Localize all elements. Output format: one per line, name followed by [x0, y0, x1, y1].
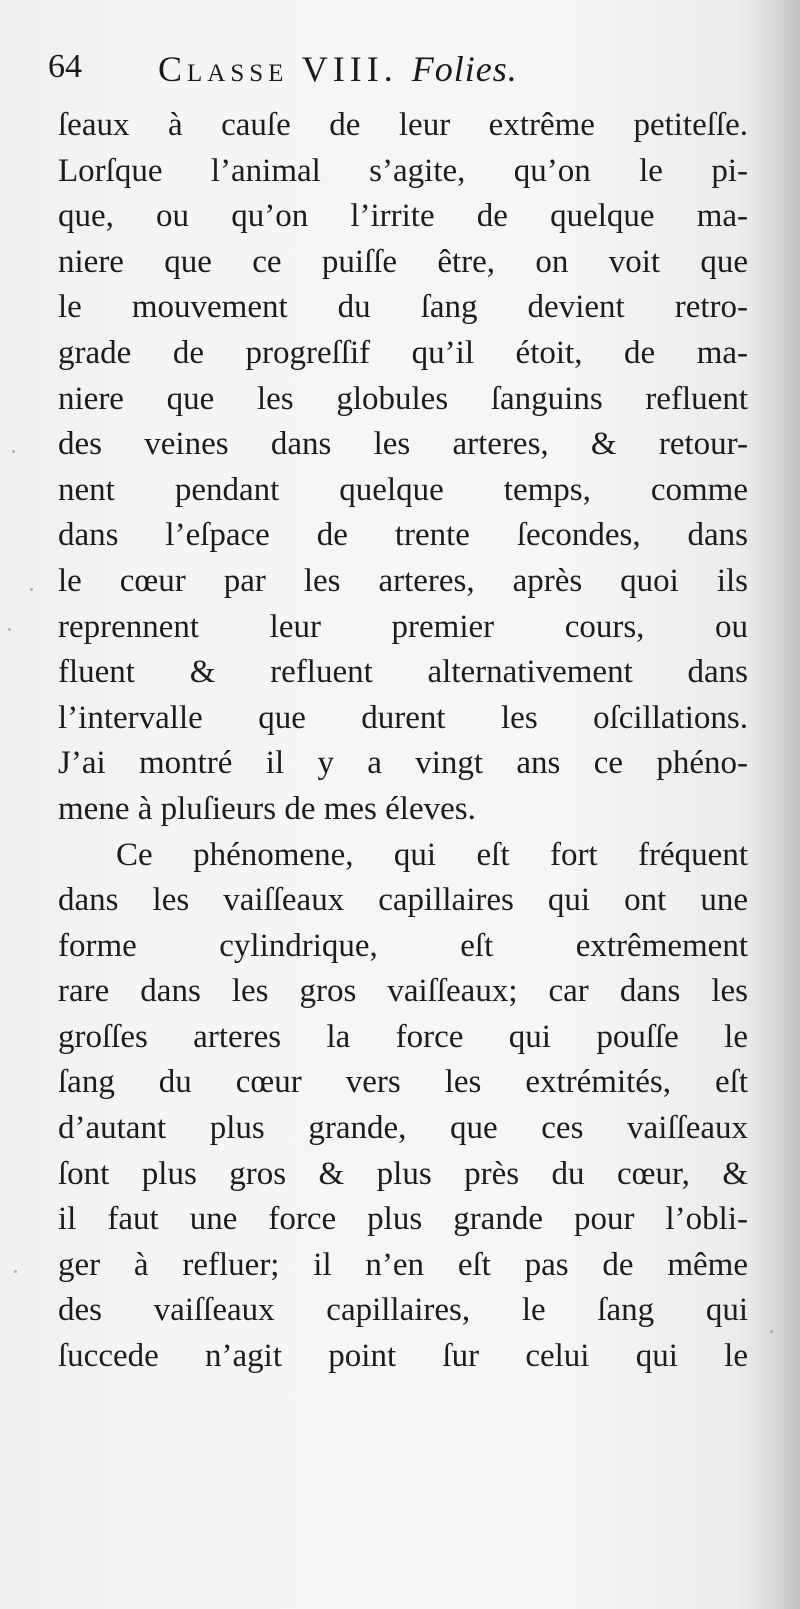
text-line: dans l’eſpace de trente ſecondes, dans — [58, 517, 748, 554]
text-line: le mouvement du ſang devient retro- — [58, 289, 748, 326]
paper-speck — [14, 1270, 17, 1273]
text-line: niere que les globules ſanguins refluent — [58, 380, 748, 417]
paper-speck — [12, 450, 15, 453]
text-line: d’autant plus grande, que ces vaiſſeaux — [58, 1110, 748, 1147]
text-line: Lorſque l’animal s’agite, qu’on le pi- — [58, 152, 748, 189]
page-number: 64 — [48, 48, 82, 85]
text-line: fluent & refluent alternativement dans — [58, 654, 748, 691]
text-line: rare dans les gros vaiſſeaux; car dans les — [58, 973, 748, 1010]
text-line: ſang du cœur vers les extrémités, eſt — [58, 1064, 748, 1101]
text-line: des vaiſſeaux capillaires, le ſang qui — [58, 1292, 748, 1329]
running-title-classe: Classe VIII. — [158, 49, 398, 89]
text-line: grade de progreſſif qu’il étoit, de ma- — [58, 334, 748, 371]
text-line: ſont plus gros & plus près du cœur, & — [58, 1155, 748, 1192]
text-line: l’intervalle que durent les oſcillations. — [58, 699, 748, 736]
text-line: des veines dans les arteres, & retour- — [58, 426, 748, 463]
paragraph-2 — [58, 833, 748, 1380]
paper-speck — [30, 588, 33, 591]
text-line: que, ou qu’on l’irrite de quelque ma- — [58, 198, 748, 235]
text-line: groſſes arteres la force qui pouſſe le — [58, 1018, 748, 1055]
text-line: il faut une force plus grande pour l’obli- — [58, 1201, 748, 1238]
text-line: niere que ce puiſſe être, on voit que — [58, 243, 748, 280]
text-line: ſeaux à cauſe de leur extrême petiteſſe. — [58, 107, 748, 143]
text-line: J’ai montré il y a vingt ans ce phéno- — [58, 745, 748, 782]
text-line: mene à pluſieurs de mes éleves. — [58, 790, 476, 827]
text-line: ger à refluer; il n’en eſt pas de même — [58, 1246, 748, 1283]
text-line: forme cylindrique, eſt extrêmement — [58, 927, 748, 964]
paper-speck — [8, 628, 11, 631]
text-line: reprennent leur premier cours, ou — [58, 608, 748, 645]
gutter-shadow — [752, 0, 800, 1609]
running-title — [158, 48, 518, 90]
text-line: dans les vaiſſeaux capillaires qui ont une — [58, 882, 748, 919]
text-line: nent pendant quelque temps, comme — [58, 471, 748, 508]
body-text — [58, 103, 748, 1380]
text-line: Ce phénomene, qui eſt fort fréquent — [116, 836, 748, 873]
paragraph-1 — [58, 103, 748, 833]
text-line: ſuccede n’agit point ſur celui qui le — [58, 1338, 748, 1375]
paper-speck — [770, 1330, 773, 1333]
text-line: le cœur par les arteres, après quoi ils — [58, 562, 748, 599]
running-title-folies: Folies. — [411, 49, 518, 89]
page-header — [48, 42, 748, 98]
